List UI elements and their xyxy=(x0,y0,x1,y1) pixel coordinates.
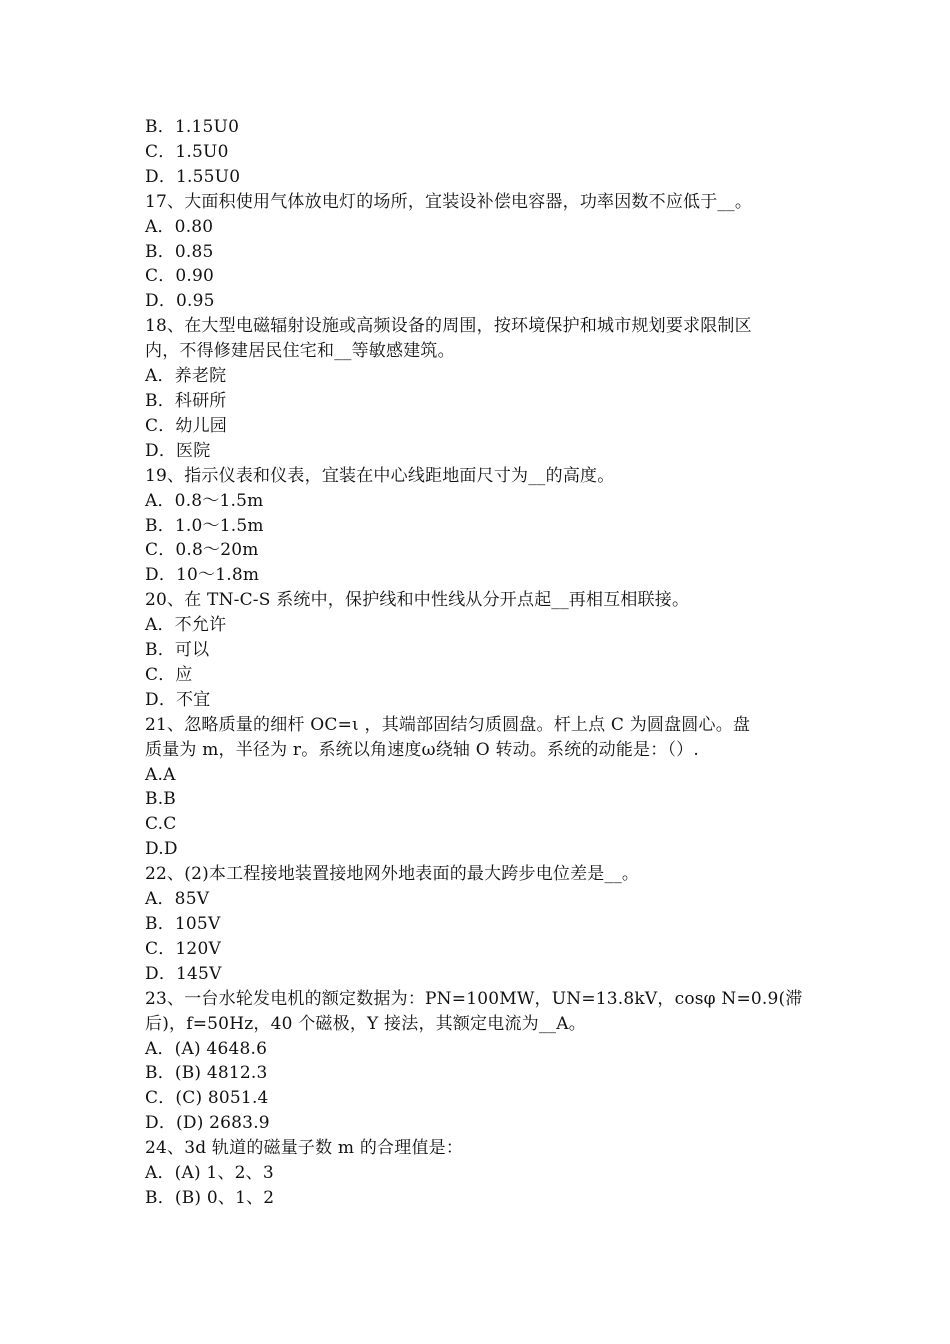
question-23-option-d: D．(D) 2683.9 xyxy=(145,1113,270,1134)
question-21-option-c: C.C xyxy=(145,814,177,835)
question-21-option-b: B.B xyxy=(145,789,176,810)
question-22-option-b: B．105V xyxy=(145,914,221,934)
question-20-stem: 20、在 TN-C-S 系统中，保护线和中性线从分开点起__再相互相联接。 xyxy=(145,590,690,611)
exam-text-body xyxy=(145,115,810,1211)
question-19-option-d: D．10～1.8m xyxy=(145,565,260,586)
question-21-option-a: A.A xyxy=(145,764,176,785)
question-23-option-b: B．(B) 4812.3 xyxy=(145,1063,268,1084)
question-17-option-c: C．0.90 xyxy=(145,266,215,287)
question-18-option-d: D．医院 xyxy=(145,440,211,461)
text-line: D．1.55U0 xyxy=(145,166,241,187)
question-21-option-d: D.D xyxy=(145,839,178,860)
text-line: B．1.15U0 xyxy=(145,117,240,137)
question-19-stem: 19、指示仪表和仪表，宜装在中心线距地面尺寸为__的高度。 xyxy=(145,465,615,486)
question-23-option-c: C．(C) 8051.4 xyxy=(145,1088,269,1109)
question-23-stem-cont: 后)，f=50Hz，40 个磁极，Y 接法，其额定电流为__A。 xyxy=(145,1013,586,1034)
question-20-option-d: D．不宜 xyxy=(145,689,211,710)
question-23-option-a: A．(A) 4648.6 xyxy=(145,1038,268,1059)
question-19-option-c: C．0.8～20m xyxy=(145,540,259,561)
question-18-stem: 18、在大型电磁辐射设施或高频设备的周围，按环境保护和城市规划要求限制区 xyxy=(145,316,752,337)
question-22-stem: 22、(2)本工程接地装置接地网外地表面的最大跨步电位差是__。 xyxy=(145,864,640,885)
question-17-stem: 17、大面积使用气体放电灯的场所，宜装设补偿电容器，功率因数不应低于__。 xyxy=(145,191,753,212)
question-24-stem: 24、3d 轨道的磁量子数 m 的合理值是： xyxy=(145,1138,464,1159)
question-18-stem-cont: 内，不得修建居民住宅和__等敏感建筑。 xyxy=(145,341,455,362)
question-19-option-b: B．1.0～1.5m xyxy=(145,515,264,536)
question-20-option-a: A．不允许 xyxy=(145,615,227,636)
question-24-option-b: B．(B) 0、1、2 xyxy=(145,1187,275,1208)
question-20-option-b: B．可以 xyxy=(145,640,210,661)
text-line: C．1.5U0 xyxy=(145,141,229,162)
question-19-option-a: A．0.8～1.5m xyxy=(145,490,264,511)
question-17-option-d: D．0.95 xyxy=(145,291,215,312)
question-22-option-d: D．145V xyxy=(145,963,222,984)
question-21-stem-cont: 质量为 m，半径为 r。系统以角速度ω绕轴 O 转动。系统的动能是：（）. xyxy=(145,739,699,760)
question-21-stem: 21、忽略质量的细杆 OC=ι ，其端部固结匀质圆盘。杆上点 C 为圆盘圆心。盘 xyxy=(145,714,751,735)
question-17-option-b: B．0.85 xyxy=(145,241,214,262)
question-24-option-a: A．(A) 1、2、3 xyxy=(145,1163,274,1184)
question-23-stem: 23、一台水轮发电机的额定数据为：PN=100MW，UN=13.8kV，cosφ N=0.9(滞 xyxy=(145,988,803,1009)
question-17-option-a: A．0.80 xyxy=(145,216,214,237)
question-22-option-a: A．85V xyxy=(145,889,210,910)
question-20-option-c: C．应 xyxy=(145,664,193,685)
question-22-option-c: C．120V xyxy=(145,938,221,959)
question-18-option-c: C．幼儿园 xyxy=(145,415,228,436)
question-18-option-b: B．科研所 xyxy=(145,390,227,411)
question-18-option-a: A．养老院 xyxy=(145,366,227,387)
